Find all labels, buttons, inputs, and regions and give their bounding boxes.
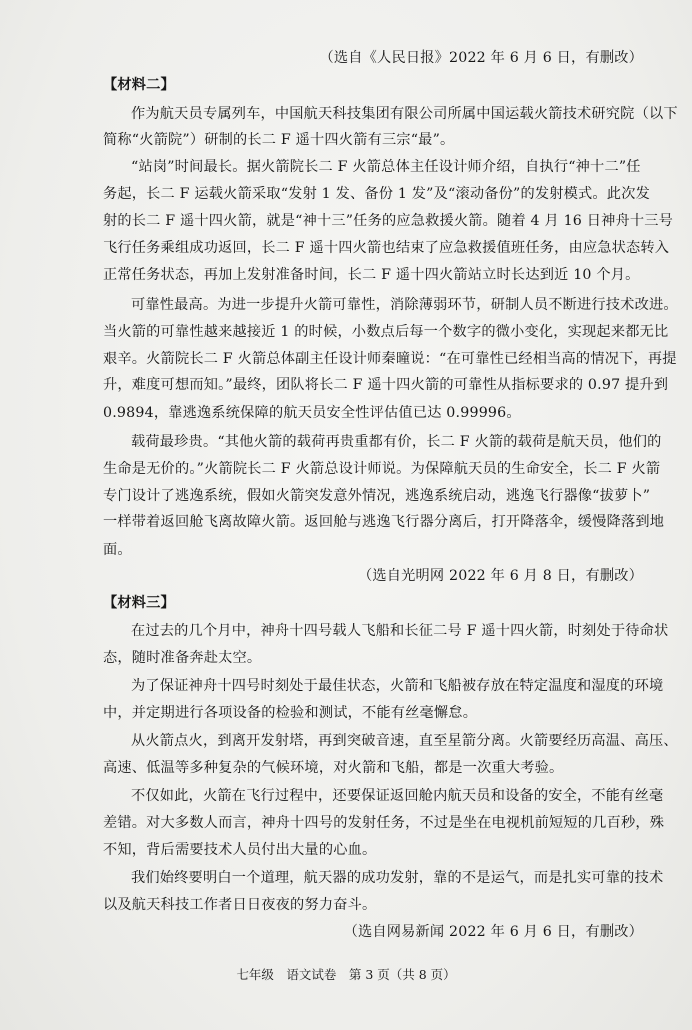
- paragraph-line: 在过去的几个月中，神舟十四号载人飞船和长征二号 F 遥十四火箭，时刻处于待命状: [131, 623, 669, 639]
- paragraph-line: 专门设计了逃逸系统，假如火箭突发意外情况，逃逸系统启动，逃逸飞行器像“拔萝卜”: [103, 488, 651, 504]
- paragraph-line: 简称“火箭院”）研制的长二 F 遥十四火箭有三宗“最”。: [103, 132, 455, 148]
- source-citation-3: （选自网易新闻 2022 年 6 月 6 日，有删改）: [343, 924, 643, 940]
- paragraph-line: 当火箭的可靠性越来越接近 1 的时候，小数点后每一个数字的微小变化，实现起来都无比: [103, 324, 669, 340]
- paragraph-line: 射的长二 F 遥十四火箭，就是“神十三”任务的应急救援火箭。随着 4 月 16 日神舟十三号: [103, 213, 674, 229]
- paragraph-line: 一样带着返回舱飞离故障火箭。返回舱与逃逸飞行器分离后，打开降落伞，缓慢降落到地: [103, 514, 665, 530]
- section-heading-material-3: 【材料三】: [103, 595, 175, 611]
- paragraph-line: 我们始终要明白一个道理，航天器的成功发射，靠的不是运气，而是扎实可靠的技术: [131, 870, 664, 886]
- page-footer: 七年级 语文试卷 第 3 页（共 8 页）: [236, 967, 456, 982]
- paragraph-line: 面。: [103, 542, 132, 558]
- section-heading-material-2: 【材料二】: [103, 77, 175, 93]
- paragraph-line: 生命是无价的。”火箭院长二 F 火箭总设计师说。为保障航天员的生命安全，长二 F 火箭: [103, 461, 661, 477]
- paragraph-line: 正常任务状态，再加上发射准备时间，长二 F 遥十四火箭站立时长达到近 10 个月。: [103, 267, 640, 283]
- paragraph-line: 为了保证神舟十四号时刻处于最佳状态，火箭和飞船被存放在特定温度和湿度的环境: [131, 678, 664, 694]
- paragraph-line: 升，难度可想而知。”最终，团队将长二 F 遥十四火箭的可靠性从指标要求的 0.97 提升到: [103, 377, 669, 393]
- paragraph-line: 载荷最珍贵。“其他火箭的载荷再贵重都有价，长二 F 火箭的载荷是航天员，他们的: [131, 434, 662, 450]
- paragraph-line: 以及航天科技工作者日日夜夜的努力奋斗。: [103, 897, 377, 913]
- paragraph-line: 不知，背后需要技术人员付出大量的心血。: [103, 842, 377, 858]
- paragraph-line: “站岗”时间最长。据火箭院长二 F 火箭总体主任设计师介绍，自执行“神十二”任: [131, 159, 641, 175]
- paragraph-line: 务起，长二 F 运载火箭采取“发射 1 发、备份 1 发”及“滚动备份”的发射模式。此次发: [103, 186, 650, 202]
- paragraph-line: 飞行任务乘组成功返回，长二 F 遥十四火箭也结束了应急救援值班任务，由应急状态转入: [103, 240, 670, 256]
- paragraph-line: 艰辛。火箭院长二 F 火箭总体副主任设计师秦曈说：“在可靠性已经相当高的情况下，再提: [103, 351, 677, 367]
- paragraph-line: 态，随时准备奔赴太空。: [103, 650, 262, 666]
- paragraph-line: 0.9894，靠逃逸系统保障的航天员安全性评估值已达 0.99996。: [103, 405, 521, 421]
- paragraph-line: 中，并定期进行各项设备的检验和测试，不能有丝毫懈怠。: [103, 705, 478, 721]
- paragraph-line: 作为航天员专属列车，中国航天科技集团有限公司所属中国运载火箭技术研究院（以下: [131, 106, 678, 122]
- paragraph-line: 从火箭点火，到离开发射塔，再到突破音速，直至星箭分离。火箭要经历高温、高压、: [131, 733, 678, 749]
- paragraph-line: 不仅如此，火箭在飞行过程中，还要保证返回舱内航天员和设备的安全，不能有丝毫: [131, 788, 664, 804]
- paragraph-line: 可靠性最高。为进一步提升火箭可靠性，消除薄弱环节，研制人员不断进行技术改进。: [131, 297, 678, 313]
- source-citation-2: （选自光明网 2022 年 6 月 8 日，有删改）: [357, 568, 643, 584]
- source-citation-1: （选自《人民日报》2022 年 6 月 6 日，有删改）: [319, 50, 643, 66]
- paragraph-line: 高速、低温等多种复杂的气候环境，对火箭和飞船，都是一次重大考验。: [103, 760, 564, 776]
- paragraph-line: 差错。对大多数人而言，神舟十四号的发射任务，不过是坐在电视机前短短的几百秒，殊: [103, 815, 665, 831]
